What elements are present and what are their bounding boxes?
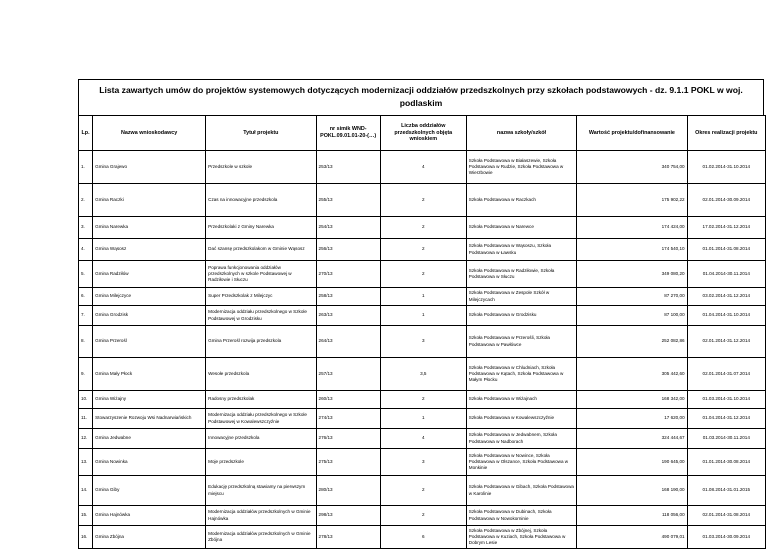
table-row — [79, 506, 766, 526]
cell-number: 264/13 — [316, 326, 380, 358]
table-row — [79, 409, 766, 429]
cell-count: 2 — [380, 239, 466, 261]
cell-value: 168 190,00 — [577, 476, 687, 506]
cell-value: 349 080,20 — [577, 261, 687, 288]
cell-applicant: Gmina Milejczyce — [93, 288, 206, 306]
cell-value: 174 424,00 — [577, 217, 687, 239]
cell-lp: 16. — [79, 526, 93, 549]
cell-project-title: Radosny przedszkolak — [206, 391, 316, 409]
cell-applicant: Gmina Wąsosz — [93, 239, 206, 261]
cell-schools: Szkoła Podstawowa w Wąsoszu, Szkoła Podstawowa w Ławsku — [466, 239, 576, 261]
cell-count: 3 — [380, 449, 466, 476]
table-row — [79, 358, 766, 391]
cell-project-title: Innowacyjne przedszkola — [206, 429, 316, 449]
cell-project-title: Moje przedszkole — [206, 449, 316, 476]
cell-applicant: Gmina Hajnówka — [93, 506, 206, 526]
cell-schools: Szkoła Podstawowa w Raczkach — [466, 184, 576, 217]
cell-value: 252 082,86 — [577, 326, 687, 358]
cell-schools: Szkoła Podstawowa w Wiżajnach — [466, 391, 576, 409]
cell-project-title: Edukację przedszkolną stawiamy na pierwszym miejscu — [206, 476, 316, 506]
table-row — [79, 184, 766, 217]
cell-number: 257/13 — [316, 358, 380, 391]
cell-count: 1 — [380, 288, 466, 306]
cell-count: 2 — [380, 184, 466, 217]
cell-count: 6 — [380, 526, 466, 549]
cell-lp: 13. — [79, 449, 93, 476]
table-row — [79, 449, 766, 476]
cell-period: 01.01.2014-31.08.2014 — [687, 239, 765, 261]
cell-number: 263/13 — [316, 306, 380, 326]
cell-applicant: Gmina Grajewo — [93, 151, 206, 184]
document-title: Lista zawartych umów do projektów systemowych dotyczących modernizacji oddziałów przedszkolnych przy szkołach podstawowych - dz. 9.1.1 POKL w woj. podlaskim — [78, 79, 764, 115]
cell-value: 118 056,00 — [577, 506, 687, 526]
table-body — [79, 151, 766, 549]
cell-applicant: Gmina Radziłów — [93, 261, 206, 288]
cell-schools: Szkoła Podstawowa w Przerośli, Szkoła Podstawowa w Pawłówce — [466, 326, 576, 358]
cell-period: 02.01.2014-31.08.2014 — [687, 506, 765, 526]
table-row — [79, 261, 766, 288]
cell-period: 01.04.2014-31.10.2014 — [687, 306, 765, 326]
cell-lp: 1. — [79, 151, 93, 184]
cell-lp: 10. — [79, 391, 93, 409]
header-project-title: Tytuł projektu — [206, 116, 316, 151]
cell-applicant: Gmina Wiżajny — [93, 391, 206, 409]
cell-value: 305 442,60 — [577, 358, 687, 391]
cell-schools: Szkoła Podstawowa w Radziłowie, Szkoła Podstawowa w Słuczu — [466, 261, 576, 288]
cell-schools: Szkoła Podstawowa w Chludniach, Szkoła Podstawowa w Kątach, Szkoła Podstawowa w Małym Płocku — [466, 358, 576, 391]
cell-value: 174 540,10 — [577, 239, 687, 261]
cell-number: 253/13 — [316, 151, 380, 184]
cell-applicant: Gmina Jedwabne — [93, 429, 206, 449]
cell-number: 260/13 — [316, 391, 380, 409]
cell-value: 324 444,67 — [577, 429, 687, 449]
cell-period: 01.04.2014-30.11.2014 — [687, 261, 765, 288]
header-schools: nazwa szkoły/szkół — [466, 116, 576, 151]
cell-project-title: Modernizacja oddziału przedszkolnego w Szkole Podstawowej w Kowalewszczyźnie — [206, 409, 316, 429]
document-sheet — [78, 79, 766, 549]
cell-count: 3,5 — [380, 358, 466, 391]
cell-lp: 4. — [79, 239, 93, 261]
cell-number: 278/13 — [316, 526, 380, 549]
cell-number: 298/13 — [316, 506, 380, 526]
cell-lp: 15. — [79, 506, 93, 526]
cell-lp: 14. — [79, 476, 93, 506]
table-row — [79, 326, 766, 358]
table-row — [79, 429, 766, 449]
cell-schools: Szkoła Podstawowa w Jedwabnem, Szkoła Podstawowa w Nadborach — [466, 429, 576, 449]
table-row — [79, 288, 766, 306]
cell-count: 4 — [380, 429, 466, 449]
cell-lp: 7. — [79, 306, 93, 326]
cell-applicant: Gmina Raczki — [93, 184, 206, 217]
header-row — [79, 116, 766, 151]
cell-applicant: Gmina Giby — [93, 476, 206, 506]
cell-count: 2 — [380, 261, 466, 288]
cell-value: 340 754,00 — [577, 151, 687, 184]
cell-value: 490 079,01 — [577, 526, 687, 549]
cell-count: 1 — [380, 409, 466, 429]
cell-count: 3 — [380, 326, 466, 358]
cell-period: 01.04.2014-31.12.2014 — [687, 409, 765, 429]
cell-project-title: Modernizacja oddziału przedszkolnego w Szkole Podstawowej w Grodzisku — [206, 306, 316, 326]
header-number: nr simik WND-POKL.09.01.01-20-(…) — [316, 116, 380, 151]
table-row — [79, 239, 766, 261]
cell-lp: 6. — [79, 288, 93, 306]
cell-period: 01.02.2014-31.10.2014 — [687, 151, 765, 184]
cell-project-title: Czas na innowacyjne przedszkola — [206, 184, 316, 217]
cell-period: 02.01.2014-31.12.2014 — [687, 326, 765, 358]
table-row — [79, 476, 766, 506]
cell-number: 255/13 — [316, 184, 380, 217]
cell-count: 2 — [380, 217, 466, 239]
cell-project-title: Wesołe przedszkola — [206, 358, 316, 391]
cell-period: 03.02.2014-31.12.2014 — [687, 288, 765, 306]
cell-number: 275/13 — [316, 449, 380, 476]
cell-project-title: Gmina Przerośl rozwija przedszkola — [206, 326, 316, 358]
cell-project-title: Przedszkolaki z Gminy Narewka — [206, 217, 316, 239]
header-value: Wartość projektu/dofinansowanie — [577, 116, 687, 151]
cell-project-title: Super Przedszkolak z Milejczyc — [206, 288, 316, 306]
cell-value: 190 645,00 — [577, 449, 687, 476]
cell-project-title: Poprawa funkcjonowania oddziałów przedszkolnych w szkole Podstawowej w Radziłowie i Słuczu — [206, 261, 316, 288]
cell-applicant: Gmina Przerośl — [93, 326, 206, 358]
header-applicant: Nazwa wnioskodawcy — [93, 116, 206, 151]
cell-project-title: Modernizacja oddziałów przedszkolnych w Gminie Zbójna — [206, 526, 316, 549]
table-row — [79, 151, 766, 184]
cell-period: 01.03.2014-31.10.2014 — [687, 391, 765, 409]
cell-schools: Szkoła Podstawowa w Nowince, Szkoła Podstawowa w Olszance, Szkoła Podstawowa w Monkinie — [466, 449, 576, 476]
contracts-table — [78, 115, 766, 549]
cell-number: 254/13 — [316, 217, 380, 239]
cell-value: 17 620,00 — [577, 409, 687, 429]
cell-value: 175 902,22 — [577, 184, 687, 217]
cell-number: 274/13 — [316, 409, 380, 429]
cell-lp: 5. — [79, 261, 93, 288]
cell-period: 01.03.2014-30.11.2014 — [687, 429, 765, 449]
cell-project-title: Modernizacja oddziałów przedszkolnych w Gminie Hajnówka — [206, 506, 316, 526]
cell-schools: Szkoła Podstawowa w Narewce — [466, 217, 576, 239]
cell-number: 256/13 — [316, 239, 380, 261]
header-count: Liczba oddziałów przedszkolnych objęta wnioskiem — [380, 116, 466, 151]
cell-applicant: Gmina Grodzisk — [93, 306, 206, 326]
cell-period: 02.01.2014-31.07.2014 — [687, 358, 765, 391]
cell-schools: Szkoła Podstawowa w Gibach, Szkoła Podstawowa w Karolinie — [466, 476, 576, 506]
table-row — [79, 391, 766, 409]
cell-lp: 9. — [79, 358, 93, 391]
cell-count: 2 — [380, 506, 466, 526]
cell-schools: Szkoła Podstawowa w Zespole Szkół w Milejczycach — [466, 288, 576, 306]
cell-number: 258/13 — [316, 288, 380, 306]
cell-value: 87 100,00 — [577, 306, 687, 326]
cell-schools: Szkoła Podstawowa w Dubinach, Szkoła Podstawowa w Nowokorninie — [466, 506, 576, 526]
cell-count: 4 — [380, 151, 466, 184]
header-period: Okres realizacji projektu — [687, 116, 765, 151]
table-row — [79, 526, 766, 549]
cell-lp: 8. — [79, 326, 93, 358]
cell-schools: Szkoła Podstawowa w Kowalewszczyźnie — [466, 409, 576, 429]
cell-project-title: Dać szansę przedszkolakom w Gminie Wąsosz — [206, 239, 316, 261]
cell-count: 2 — [380, 476, 466, 506]
cell-period: 01.01.2014-30.08.2014 — [687, 449, 765, 476]
cell-applicant: Stowarzyszenie Rozwoju Wsi Nadnarwiańskich — [93, 409, 206, 429]
cell-lp: 11. — [79, 409, 93, 429]
cell-number: 270/13 — [316, 261, 380, 288]
cell-schools: Szkoła Podstawowa w Zbójnej, Szkoła Podstawowa w Kuziach, Szkoła Podstawowa w Dobrym Lesie — [466, 526, 576, 549]
cell-value: 87 270,00 — [577, 288, 687, 306]
cell-period: 17.02.2014-31.12.2014 — [687, 217, 765, 239]
cell-lp: 12. — [79, 429, 93, 449]
cell-schools: Szkoła Podstawowa w Białaszewie, Szkoła Podstawowa w Rudzie, Szkoła Podstawowa w Wierzbowie — [466, 151, 576, 184]
cell-lp: 2. — [79, 184, 93, 217]
cell-applicant: Gmina Mały Płock — [93, 358, 206, 391]
cell-count: 1 — [380, 306, 466, 326]
table-row — [79, 217, 766, 239]
cell-lp: 3. — [79, 217, 93, 239]
cell-project-title: Przedszkole w szkole — [206, 151, 316, 184]
cell-period: 02.01.2014-30.09.2014 — [687, 184, 765, 217]
cell-number: 276/13 — [316, 429, 380, 449]
cell-number: 280/13 — [316, 476, 380, 506]
cell-applicant: Gmina Zbójna — [93, 526, 206, 549]
cell-count: 2 — [380, 391, 466, 409]
cell-applicant: Gmina Narewka — [93, 217, 206, 239]
cell-applicant: Gmina Nowinka — [93, 449, 206, 476]
cell-period: 01.08.2014-31.01.2015 — [687, 476, 765, 506]
table-row — [79, 306, 766, 326]
cell-value: 168 342,00 — [577, 391, 687, 409]
cell-period: 01.03.2014-30.09.2014 — [687, 526, 765, 549]
header-lp: Lp. — [79, 116, 93, 151]
cell-schools: Szkoła Podstawowa w Grodzisku — [466, 306, 576, 326]
